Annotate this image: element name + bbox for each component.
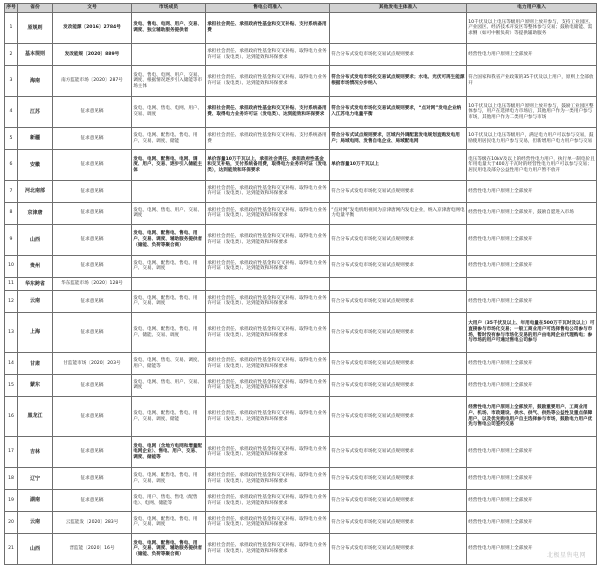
cell-other-generator-access: 符合分布式发电市场化交易试点规则要求 — [330, 255, 467, 277]
cell-seller-access: 单价容量10万千瓦以上，承担社会责任、承担政府性基金和交叉补贴，支付系统备用费，取得电力业务许可证（发电类），达到能效和环保要求 — [206, 149, 330, 180]
cell-no: 19 — [5, 490, 18, 512]
cell-no: 2 — [5, 44, 18, 66]
table-row — [5, 291, 597, 313]
cell-other-generator-access: 单价容量10万千瓦以上 — [330, 149, 467, 180]
cell-no: 5 — [5, 128, 18, 150]
cell-other-generator-access — [330, 13, 467, 44]
table-header-row — [5, 4, 597, 13]
cell-user-access: 10千伏及以上电压等级用户原则上放开参与，鼓励工业园区整体参与，用户在选择电力市场后，其他用户作为一类用户参与市场，其他用户作为二类用户参与市场 — [467, 97, 597, 128]
cell-document: 征求意见稿 — [53, 490, 132, 512]
cell-seller-access: 承担社会责任、承担政府性基金和交叉补贴、取得电力业务许可证（发电类）、达到能效和环保要求 — [206, 468, 330, 490]
cell-market-members — [132, 277, 206, 290]
table-row — [5, 149, 597, 180]
cell-province: 辽宁 — [18, 468, 53, 490]
cell-document: 征求意见稿 — [53, 149, 132, 180]
cell-other-generator-access: 符合分布式发电市场化交易试点规则要求 — [330, 353, 467, 375]
cell-other-generator-access: 符合分布式发电市场化交易试点规则要求 — [330, 224, 467, 255]
cell-market-members: 发电、电网、配售电、售电、用户、交易、调度 — [132, 255, 206, 277]
cell-no: 21 — [5, 533, 18, 564]
cell-seller-access: 承担社会责任、承担政府性基金和交叉补贴、取得电力业务许可证（发电类）、达到能效和环保要求 — [206, 312, 330, 352]
cell-market-members — [132, 181, 206, 203]
header-other-generator-access: 其他发电主体准入 — [330, 4, 467, 13]
cell-other-generator-access: 符合分布式发电市场化交易试点规则要求 — [330, 511, 467, 533]
cell-document: 征求意见稿 — [53, 312, 132, 352]
table-row — [5, 97, 597, 128]
cell-document: 华东监能市场〔2020〕128号 — [53, 277, 132, 290]
table-row — [5, 277, 597, 290]
cell-no: 14 — [5, 353, 18, 375]
cell-document: 征求意见稿 — [53, 181, 132, 203]
cell-other-generator-access: 符合分布式发电市场化交易试点规则要求 — [330, 375, 467, 397]
cell-user-access: 大用户（35千伏及以上、年用电量在500万千瓦时及以上）可直接参与市场化交易；一般工商业用户可选择售电公司参与市场，暂时没有参与市场化交易的用户由电网企业代理购电；参与市场的用户可通过售电公司参与 — [467, 312, 597, 352]
cell-other-generator-access: 符合分布式发电市场化交易试点规则要求 — [330, 312, 467, 352]
table-row — [5, 13, 597, 44]
cell-market-members: 发电、电网、配售电、电网、调度、用户、交易、逐步引入储能主体 — [132, 149, 206, 180]
cell-province: 基本规则 — [18, 44, 53, 66]
cell-user-access: 经营性电力用户原则上全部放开 — [467, 468, 597, 490]
cell-market-members: 发电、电网、售电、交易、调度、用户、储能等 — [132, 353, 206, 375]
cell-user-access: 经营性电力用户原则上全部放开，鼓励自愿进入市场 — [467, 202, 597, 224]
cell-user-access: 经营性电力用户原则上全部放开 — [467, 353, 597, 375]
cell-other-generator-access: 符合分布式发电市场化交易试点规则要求 — [330, 468, 467, 490]
cell-province: 甘肃 — [18, 353, 53, 375]
table-row — [5, 468, 597, 490]
cell-other-generator-access: 符合分布式发电市场化交易试点规则要求 — [330, 490, 467, 512]
cell-document: 云监能发〔2020〕283号 — [53, 511, 132, 533]
cell-no: 3 — [5, 65, 18, 96]
cell-province: 新疆 — [18, 128, 53, 150]
cell-other-generator-access: 符合分布式发电市场化交易试点规则要求 — [330, 437, 467, 468]
cell-market-members: 发电、电网、配售电、售电、用户、交易、调度、储能 — [132, 396, 206, 436]
cell-user-access: 经营性电力用户原则上全部放开 — [467, 181, 597, 203]
cell-province: 河北南部 — [18, 181, 53, 203]
cell-province: 江苏 — [18, 97, 53, 128]
cell-province: 湖南 — [18, 490, 53, 512]
cell-seller-access: 承担社会责任、承担政府性基金和交叉补贴、取得电力业务许可证（发电类）、达到能效和环保要求 — [206, 533, 330, 564]
cell-province: 吉林 — [18, 437, 53, 468]
header-user-access: 电力用户准入 — [467, 4, 597, 13]
cell-market-members: 发电、电网、配售电、售电、用户、交易、调度 — [132, 468, 206, 490]
cell-document: 征求意见稿 — [53, 396, 132, 436]
cell-document: 征求意见稿 — [53, 224, 132, 255]
cell-province: 山西 — [18, 224, 53, 255]
cell-no: 10 — [5, 255, 18, 277]
cell-document: 征求意见稿 — [53, 202, 132, 224]
cell-market-members: 发电、电网、售电、用户、交易、调度 — [132, 202, 206, 224]
cell-document: 征求意见稿 — [53, 291, 132, 313]
cell-market-members: 发电、电网、配售电、售电、用户、储能、交易、调度 — [132, 312, 206, 352]
cell-no: 20 — [5, 511, 18, 533]
cell-seller-access: 承担社会责任、承担政府性基金和交叉补贴、取得电力业务许可证（发电类）、达到能效和环保要求 — [206, 490, 330, 512]
cell-other-generator-access: 符合分布式发电市场化交易试点规则要求 — [330, 291, 467, 313]
cell-user-access: 经营性电力用户原则上全部放开，鼓励重要用户、工商业用户、机场、市政建设、供水、供气、供热等公益性及重点保障用户，以及优先购电用户自主选择参与市场，鼓励电力用户优先与售电公司签约交易 — [467, 396, 597, 436]
cell-user-access: 符合国家和我省产业政策的35千伏及以上用户，原则上全部放开 — [467, 65, 597, 96]
cell-seller-access: 承担社会责任、承担政府性基金和交叉补贴、支付系统备用费 — [206, 128, 330, 150]
cell-user-access: 经营性电力用户原则上全部放开 — [467, 490, 597, 512]
document-page — [4, 3, 596, 565]
cell-province: 云南 — [18, 291, 53, 313]
table-row — [5, 224, 597, 255]
cell-no: 7 — [5, 181, 18, 203]
cell-province: 黑龙江 — [18, 396, 53, 436]
cell-other-generator-access: 符合分布式发电市场化交易试点规则要求 — [330, 181, 467, 203]
cell-market-members — [132, 44, 206, 66]
cell-user-access: 经营性电力用户原则上全部放开 — [467, 511, 597, 533]
cell-other-generator-access: 符合分布式发电市场化交易试点规则要求 — [330, 44, 467, 66]
table-row — [5, 65, 597, 96]
cell-no: 12 — [5, 291, 18, 313]
cell-province: 华东跨省 — [18, 277, 53, 290]
table-row — [5, 437, 597, 468]
cell-no: 11 — [5, 277, 18, 290]
cell-seller-access: 承担社会责任、承担政府性基金和交叉补贴、支付系统备用费、取得电力业务许可证（发电类）、达到能效和环保要求 — [206, 97, 330, 128]
cell-market-members: 发电、电网（含地方电网和增量配电网企业）、售电、用户、交易、调度、储能等 — [132, 437, 206, 468]
header-document: 文号 — [53, 4, 132, 13]
cell-province: 云南 — [18, 511, 53, 533]
cell-other-generator-access: 符合分布式发电市场化交易试点规则要求，“点对网”发电企业纳入江苏电力电量平衡 — [330, 97, 467, 128]
cell-document: 晋监能〔2020〕16号 — [53, 533, 132, 564]
cell-document: 南方监能市场〔2020〕287号 — [53, 65, 132, 96]
cell-user-access: 10千伏及以上电压等级用户原则上放开参与，支持工业园区、产业园区、经济技术开发区等整体参与交易；鼓励电储能、需求侧（如可中断负荷）等提供辅助服务 — [467, 13, 597, 44]
cell-market-members: 发电、电网、售电、用户、交易、调度 — [132, 375, 206, 397]
cell-no: 16 — [5, 396, 18, 436]
cell-market-members: 发电、电网、配售电、售电、用户、交易、调度、辅助服务提供者（储能、负荷等聚合商） — [132, 224, 206, 255]
cell-seller-access: 承担社会责任、承担政府性基金和交叉补贴、取得电力业务许可证（发电类）、达到能效和环保要求 — [206, 291, 330, 313]
table-row — [5, 533, 597, 564]
cell-market-members: 发电、售电、电网、用户、交易、调度、根据情况逐步引入储能等市场主体 — [132, 65, 206, 96]
cell-user-access: 经营性电力用户原则上全部放开 — [467, 44, 597, 66]
cell-seller-access: 承担社会责任、承担政府性基金和交叉补贴、取得电力业务许可证（发电类）、达到能效和环保要求 — [206, 44, 330, 66]
cell-market-members: 发电、用户、售电、售电（配售电）、电网、储能等 — [132, 490, 206, 512]
cell-user-access: 10千伏及以上电压等级用户，满足电力用户可以参与交易，鼓励使用居民电力用户参与交易，但新增用户电力用户参与交易 — [467, 128, 597, 150]
cell-no: 18 — [5, 468, 18, 490]
table-row — [5, 181, 597, 203]
cell-user-access: 电压等级在10kV及以上的经营性电力用户，执行单一制电价且年用电量大于400万千瓦时的经营性电力用户可以参与交易；居民用电及部分公益性用户电力用户暂不放开 — [467, 149, 597, 180]
cell-market-members: 发电、售电、电网、用户、交易、调度、独立辅助服务提供者 — [132, 13, 206, 44]
cell-seller-access: 承担社会责任、承担政府性基金和交叉补贴、支付系统备用费 — [206, 13, 330, 44]
header-province: 省份 — [18, 4, 53, 13]
header-market-members: 市场成员 — [132, 4, 206, 13]
cell-document: 发改能源〔2016〕2784号 — [53, 13, 132, 44]
cell-seller-access — [206, 277, 330, 290]
cell-no: 9 — [5, 224, 18, 255]
table-row — [5, 44, 597, 66]
cell-seller-access: 承担社会责任、承担政府性基金和交叉补贴、取得电力业务许可证（发电类）、达到能效和环保要求 — [206, 437, 330, 468]
cell-province: 原规则 — [18, 13, 53, 44]
cell-seller-access: 承担社会责任、承担政府性基金和交叉补贴、取得电力业务许可证（发电类）、达到能效和环保要求 — [206, 511, 330, 533]
table-row — [5, 511, 597, 533]
cell-market-members: 发电、电网、配售电、售电、用户、交易、调度 — [132, 511, 206, 533]
cell-document: 甘监能市场〔2020〕203号 — [53, 353, 132, 375]
cell-user-access: 经营性电力用户原则上全部放开 — [467, 291, 597, 313]
cell-province: 京津唐 — [18, 202, 53, 224]
cell-other-generator-access: “点对网”发电机组视同为京津唐网内发电企业，纳入京津唐电网电力电量平衡 — [330, 202, 467, 224]
watermark-logo: 北极星售电网 — [546, 552, 586, 559]
cell-user-access: 经营性电力用户原则上全部放开 — [467, 437, 597, 468]
cell-user-access: 经营性电力用户原则上全部放开 — [467, 375, 597, 397]
table-row — [5, 490, 597, 512]
cell-seller-access: 承担社会责任、承担政府性基金和交叉补贴、取得电力业务许可证（发电类）、达到能效和环保要求 — [206, 181, 330, 203]
cell-province: 贵州 — [18, 255, 53, 277]
cell-seller-access: 承担社会责任、承担政府性基金和交叉补贴、取得电力业务许可证（发电类）、达到能效和环保要求 — [206, 65, 330, 96]
table-row — [5, 375, 597, 397]
cell-seller-access: 承担社会责任、承担政府性基金和交叉补贴、取得电力业务许可证（发电类）、达到能效和环保要求 — [206, 202, 330, 224]
cell-document: 征求意见稿 — [53, 255, 132, 277]
cell-seller-access: 承担社会责任、承担政府性基金和交叉补贴、取得电力业务许可证（发电类）、达到能效和环保要求 — [206, 396, 330, 436]
cell-document: 征求意见稿 — [53, 128, 132, 150]
cell-seller-access: 承担社会责任、承担政府性基金和交叉补贴、取得电力业务许可证（发电类）、达到能效和环保要求 — [206, 224, 330, 255]
table-row — [5, 255, 597, 277]
cell-market-members: 发电、电网、售电、电网、用户、交易、调度 — [132, 97, 206, 128]
cell-no: 4 — [5, 97, 18, 128]
cell-no: 15 — [5, 375, 18, 397]
cell-province: 安徽 — [18, 149, 53, 180]
cell-document: 征求意见稿 — [53, 375, 132, 397]
table-row — [5, 353, 597, 375]
cell-user-access: 经营性电力用户原则上全部放开 — [467, 255, 597, 277]
cell-province: 海南 — [18, 65, 53, 96]
header-seller-access: 售电公司准入 — [206, 4, 330, 13]
cell-user-access — [467, 277, 597, 290]
header-no: 序号 — [5, 4, 18, 13]
cell-other-generator-access — [330, 277, 467, 290]
cell-market-members: 发电、电网、配售电、售电、用户、交易、调度 — [132, 291, 206, 313]
cell-no: 8 — [5, 202, 18, 224]
regulation-table — [4, 3, 597, 565]
cell-other-generator-access: 符合分布式发电市场化交易试点规则要求；水电、光伏可再生能源根据市场情况分步纳入 — [330, 65, 467, 96]
cell-no: 13 — [5, 312, 18, 352]
cell-user-access: 经营性电力用户原则上全部放开 — [467, 224, 597, 255]
cell-seller-access: 承担社会责任、承担政府性基金和交叉补贴、取得电力业务许可证（发电类）、达到能效和环保要求 — [206, 255, 330, 277]
cell-seller-access: 承担社会责任、承担政府性基金和交叉补贴、取得电力业务许可证（发电类）、达到能效和环保要求 — [206, 353, 330, 375]
cell-no: 1 — [5, 13, 18, 44]
cell-no: 17 — [5, 437, 18, 468]
cell-other-generator-access: 符合分布式发电市场化交易试点规则要求 — [330, 533, 467, 564]
cell-document: 征求意见稿 — [53, 97, 132, 128]
table-row — [5, 128, 597, 150]
table-row — [5, 396, 597, 436]
table-row — [5, 202, 597, 224]
cell-seller-access: 承担社会责任、承担政府性基金和交叉补贴、取得电力业务许可证（发电类）、达到能效和环保要求 — [206, 375, 330, 397]
cell-market-members: 发电、电网、配售电、售电、用户、交易、调度、辅助服务提供者（储能、负荷等聚合商） — [132, 533, 206, 564]
cell-province: 山西 — [18, 533, 53, 564]
cell-user-access: 经营性电力用户原则上全部放开 — [467, 533, 597, 564]
cell-province: 蒙东 — [18, 375, 53, 397]
cell-no: 6 — [5, 149, 18, 180]
cell-document: 征求意见稿 — [53, 437, 132, 468]
cell-document: 征求意见稿 — [53, 468, 132, 490]
cell-market-members: 发电、电网、配售电、售电、用户、交易、调度、储能 — [132, 128, 206, 150]
cell-other-generator-access: 符合分布式试点规则要求，区域内外调配套发电规划直购发电用户；局域电网、发售自电企业、局域配电网 — [330, 128, 467, 150]
cell-document: 发改能规〔2020〕889号 — [53, 44, 132, 66]
cell-province: 上海 — [18, 312, 53, 352]
cell-other-generator-access: 符合分布式发电市场化交易试点规则要求 — [330, 396, 467, 436]
table-row — [5, 312, 597, 352]
